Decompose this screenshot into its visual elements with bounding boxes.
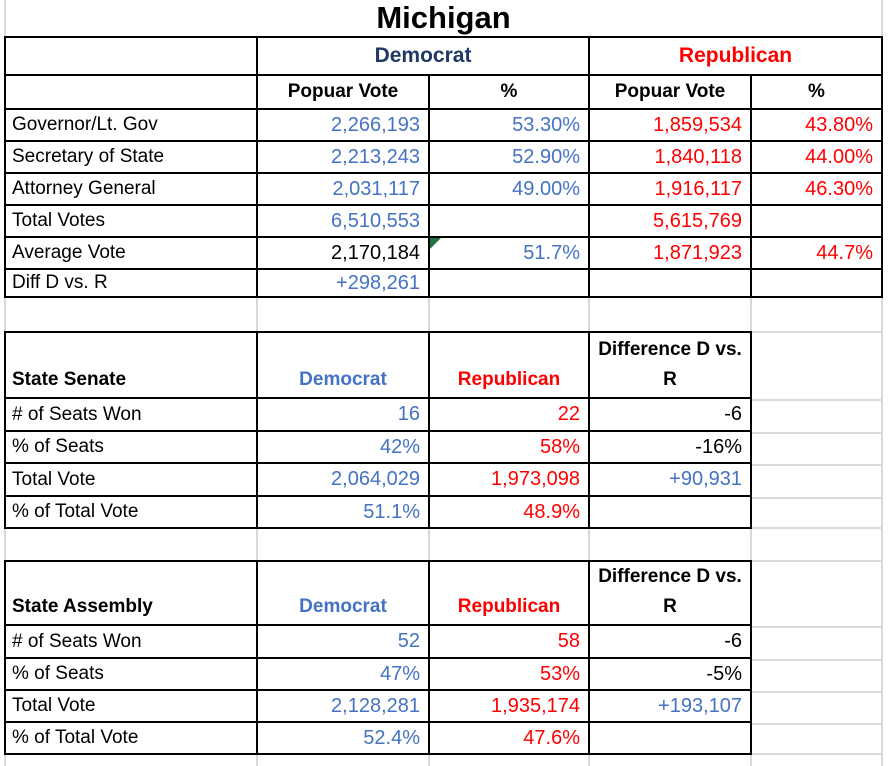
cell-attorney-rep-pct[interactable]: 46.30%	[752, 174, 883, 206]
gridline	[4, 529, 6, 560]
sheet-title[interactable]: Michigan	[376, 0, 511, 35]
gridline	[588, 755, 590, 766]
gridline	[750, 529, 752, 560]
cell-senate-total-vote-dem[interactable]: 2,064,029	[258, 464, 430, 497]
state-assembly-table	[4, 560, 752, 755]
cell-assembly-pct-total-rep[interactable]: 47.6%	[430, 723, 590, 755]
gridline	[588, 529, 590, 560]
gridline	[752, 331, 883, 333]
cell-diff-dem-pct[interactable]	[430, 270, 590, 298]
cell-governor-dem-vote[interactable]: 2,266,193	[258, 110, 430, 142]
cell-democrat-party-header[interactable]: Democrat	[258, 38, 590, 76]
gridline	[752, 399, 883, 401]
cell-republican-party-header[interactable]: Republican	[590, 38, 883, 76]
cell-average-vote-dem-pct-value: 51.7%	[523, 241, 580, 264]
cell-senate-democrat-header[interactable]: Democrat	[258, 333, 430, 399]
cell-total-votes-dem[interactable]: 6,510,553	[258, 206, 430, 238]
cell-senate-difference-header[interactable]: Difference D vs. R	[590, 333, 752, 399]
gridline	[752, 626, 883, 628]
cell-attorney-dem-pct[interactable]: 49.00%	[430, 174, 590, 206]
unbordered-cells	[752, 560, 883, 755]
cell-total-votes-rep-pct[interactable]	[752, 206, 883, 238]
cell-senate-pct-seats-rep[interactable]: 58%	[430, 432, 590, 464]
cell-total-votes-rep[interactable]: 5,615,769	[590, 206, 752, 238]
gridline	[752, 497, 883, 499]
cell-assembly-title[interactable]: State Assembly	[6, 562, 258, 626]
cell-assembly-pct-seats-dem[interactable]: 47%	[258, 659, 430, 691]
cell-senate-pct-seats-diff[interactable]: -16%	[590, 432, 752, 464]
cell-average-vote-rep[interactable]: 1,871,923	[590, 238, 752, 270]
gridline	[752, 659, 883, 661]
cell-senate-pct-seats-label[interactable]: % of Seats	[6, 432, 258, 464]
gridline	[752, 432, 883, 434]
cell-assembly-seats-won-label[interactable]: # of Seats Won	[6, 626, 258, 659]
cell-governor-dem-pct[interactable]: 53.30%	[430, 110, 590, 142]
cell-assembly-pct-seats-rep[interactable]: 53%	[430, 659, 590, 691]
cell-diff-rep-pct[interactable]	[752, 270, 883, 298]
gridline	[428, 298, 430, 331]
cell-assembly-total-vote-dem[interactable]: 2,128,281	[258, 691, 430, 723]
gridline	[752, 527, 883, 529]
cell-secretary-label[interactable]: Secretary of State	[6, 142, 258, 174]
gridline	[750, 755, 752, 766]
cell-senate-seats-won-rep[interactable]: 22	[430, 399, 590, 432]
cell-assembly-republican-header[interactable]: Republican	[430, 562, 590, 626]
cell-senate-total-vote-diff[interactable]: +90,931	[590, 464, 752, 497]
cell-rep-popular-vote-header[interactable]: Popuar Vote	[590, 76, 752, 110]
gridline	[4, 298, 6, 331]
cell-diff-label[interactable]: Diff D vs. R	[6, 270, 258, 298]
gridline	[750, 298, 752, 331]
cell-assembly-total-vote-diff[interactable]: +193,107	[590, 691, 752, 723]
cell-assembly-pct-seats-label[interactable]: % of Seats	[6, 659, 258, 691]
gridline	[428, 529, 430, 560]
cell-average-vote-dem[interactable]: 2,170,184	[258, 238, 430, 270]
cell-senate-pct-total-dem[interactable]: 51.1%	[258, 497, 430, 529]
cell-assembly-difference-header[interactable]: Difference D vs. R	[590, 562, 752, 626]
cell-attorney-label[interactable]: Attorney General	[6, 174, 258, 206]
cell-senate-seats-won-diff[interactable]: -6	[590, 399, 752, 432]
gridline	[752, 464, 883, 466]
cell-governor-rep-vote[interactable]: 1,859,534	[590, 110, 752, 142]
cell-average-vote-rep-pct[interactable]: 44.7%	[752, 238, 883, 270]
gridline	[881, 298, 883, 331]
gridline	[752, 691, 883, 693]
cell-assembly-seats-won-diff[interactable]: -6	[590, 626, 752, 659]
cell-senate-republican-header[interactable]: Republican	[430, 333, 590, 399]
gridline	[428, 755, 430, 766]
cell-assembly-pct-seats-diff[interactable]: -5%	[590, 659, 752, 691]
gridline	[752, 723, 883, 725]
cell-rep-pct-header[interactable]: %	[752, 76, 883, 110]
cell-assembly-pct-total-dem[interactable]: 52.4%	[258, 723, 430, 755]
cell-secretary-dem-vote[interactable]: 2,213,243	[258, 142, 430, 174]
cell-secretary-dem-pct[interactable]: 52.90%	[430, 142, 590, 174]
gridline	[881, 0, 883, 36]
cell-senate-pct-total-diff[interactable]	[590, 497, 752, 529]
cell-senate-total-vote-label[interactable]: Total Vote	[6, 464, 258, 497]
gridline	[588, 298, 590, 331]
cell-assembly-seats-won-rep[interactable]: 58	[430, 626, 590, 659]
cell-blank[interactable]	[6, 76, 258, 110]
cell-average-vote-label[interactable]: Average Vote	[6, 238, 258, 270]
cell-total-votes-dem-pct[interactable]	[430, 206, 590, 238]
cell-senate-seats-won-label[interactable]: # of Seats Won	[6, 399, 258, 432]
cell-assembly-pct-total-label[interactable]: % of Total Vote	[6, 723, 258, 755]
gridline	[881, 331, 883, 529]
cell-senate-seats-won-dem[interactable]: 16	[258, 399, 430, 432]
cell-senate-pct-total-label[interactable]: % of Total Vote	[6, 497, 258, 529]
cell-assembly-democrat-header[interactable]: Democrat	[258, 562, 430, 626]
gridline	[256, 298, 258, 331]
cell-governor-rep-pct[interactable]: 43.80%	[752, 110, 883, 142]
cell-average-vote-dem-pct[interactable]	[430, 238, 590, 270]
cell-assembly-total-vote-rep[interactable]: 1,935,174	[430, 691, 590, 723]
gridline	[881, 560, 883, 755]
cell-assembly-total-vote-label[interactable]: Total Vote	[6, 691, 258, 723]
cell-dem-popular-vote-header[interactable]: Popuar Vote	[258, 76, 430, 110]
gridline	[881, 755, 883, 766]
cell-total-votes-label[interactable]: Total Votes	[6, 206, 258, 238]
cell-senate-pct-seats-dem[interactable]: 42%	[258, 432, 430, 464]
cell-secretary-rep-pct[interactable]: 44.00%	[752, 142, 883, 174]
gridline	[881, 529, 883, 560]
cell-blank-corner[interactable]	[6, 38, 258, 76]
cell-secretary-rep-vote[interactable]: 1,840,118	[590, 142, 752, 174]
cell-senate-title[interactable]: State Senate	[6, 333, 258, 399]
gridline	[752, 753, 883, 755]
cell-dem-pct-header[interactable]: %	[430, 76, 590, 110]
unbordered-cells	[752, 331, 883, 529]
state-senate-table	[4, 331, 752, 529]
cell-attorney-dem-vote[interactable]: 2,031,117	[258, 174, 430, 206]
cell-diff-dem[interactable]: +298,261	[258, 270, 430, 298]
gridline	[4, 0, 6, 36]
gridline	[752, 560, 883, 562]
gridline	[4, 755, 6, 766]
cell-governor-label[interactable]: Governor/Lt. Gov	[6, 110, 258, 142]
error-flag-icon	[430, 238, 441, 249]
cell-senate-pct-total-rep[interactable]: 48.9%	[430, 497, 590, 529]
gridline	[256, 529, 258, 560]
statewide-table	[4, 36, 883, 298]
cell-assembly-seats-won-dem[interactable]: 52	[258, 626, 430, 659]
cell-attorney-rep-vote[interactable]: 1,916,117	[590, 174, 752, 206]
cell-diff-rep[interactable]	[590, 270, 752, 298]
cell-assembly-pct-total-diff[interactable]	[590, 723, 752, 755]
gridline	[256, 755, 258, 766]
cell-senate-total-vote-rep[interactable]: 1,973,098	[430, 464, 590, 497]
